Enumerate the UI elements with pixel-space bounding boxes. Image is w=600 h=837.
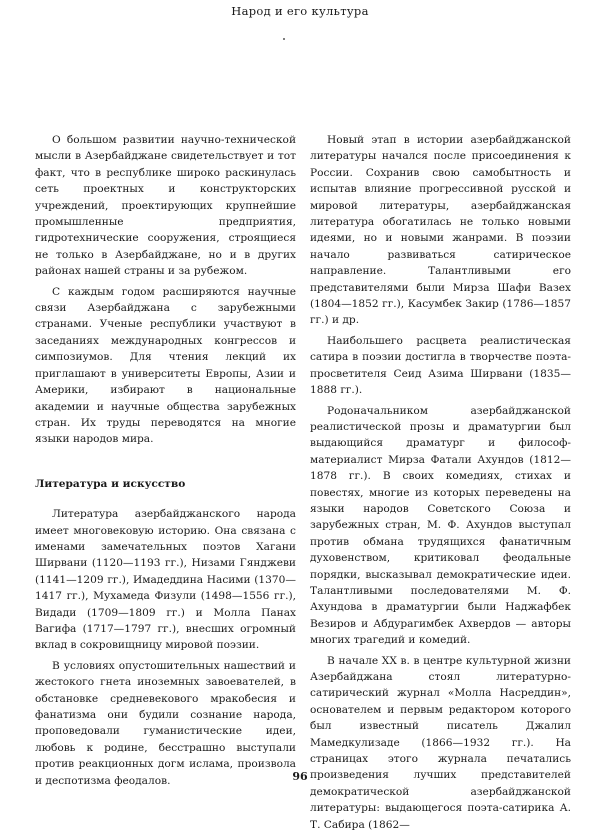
left-column <box>35 132 296 793</box>
section-heading: Литература и искусство <box>35 477 186 490</box>
running-title: Народ и его культура <box>231 4 369 18</box>
paragraph: Новый этап в истории азербайджанской литературы начался после присоединения к России. Сохранив свою самобытность и испытав влияние прогрессивной русской и мировой литературы, азербайджанская литература обогатилась не только новыми идеями, но и новыми жанрами. В поэзии начало развиваться сатирическое направление. Талантливыми его представителями были Мирза Шафи Вазех (1804—1852 гг.), Касумбек Закир (1786—1857 гг.) и др. <box>310 134 571 327</box>
paragraph: О большом развитии научно-технической мысли в Азербайджане свидетельствует и тот факт, что в республике широко раскинулась сеть проектных и конструкторских учреждений, проектирующих крупнейшие промышленные предприятия, гидротехнические сооружения, строящиеся не только в Азербайджане, но и в других районах нашей страны и за рубежом. <box>35 134 296 278</box>
paragraph: В условиях опустошительных нашествий и жестокого гнета иноземных завоевателей, в обстановке средневекового мракобесия и фанатизма они будили сознание народа, проповедовали гуманистические идеи, любовь к родине, бесстрашно выступали против реакционных догм ислама, произвола и деспотизма феодалов. <box>35 659 296 787</box>
print-speck <box>283 38 285 40</box>
paragraph: В начале XX в. в центре культурной жизни Азербайджана стоял литературно-сатирический журнал «Молла Насреддин», основателем и первым редактором которого был известный писатель Джалил Мамедкулизаде (1866—1932 гг.). На страницах этого журнала печатались произведения лучших представителей демократической азербайджанской литературы: выдающегося поэта-сатирика А. Т. Сабира (1862— <box>310 654 571 831</box>
paragraph: Родоначальником азербайджанской реалистической прозы и драматургии был выдающийся драматург и философ-материалист Мирза Фатали Ахундов (1812—1878 гг.). В своих комедиях, стихах и повестях, многие из которых переведены на языки народов Советского Союза и зарубежных стран, М. Ф. Ахундов выступал против обмана трудящихся фанатичным духовенством, критиковал феодальные порядки, высказывал демократические идеи. Талантливыми последователями М. Ф. Ахундова в драматургии были Наджафбек Везиров и Абдурагимбек Ахвердов — авторы многих трагедий и комедий. <box>310 404 571 647</box>
paragraph: Наибольшего расцвета реалистическая сатира в поэзии достигла в творчестве поэта-просветителя Сеид Азима Ширвани (1835—1888 гг.). <box>310 334 571 397</box>
paragraph: С каждым годом расширяются научные связи Азербайджана с зарубежными странами. Ученые республики участвуют в заседаниях международных конгрессов и симпозиумов. Для чтения лекций их приглашают в университеты Европы, Азии и Америки, избирают в национальные академии и научные общества зарубежных стран. Их труды переводятся на многие языки народов мира. <box>35 285 296 446</box>
paragraph: Литература азербайджанского народа имеет многовековую историю. Она связана с именами замечательных поэтов Хагани Ширвани (1120—1193 гг.), Низами Гянджеви (1141—1209 гг.), Имадеддина Насими (1370—1417 гг.), Мухамеда Физули (1498—1556 гг.), Видади (1709—1809 гг.) и Молла Панах Вагифа (1717—1797 гг.), внесших огромный вклад в сокровищницу мировой поэзии. <box>35 508 296 652</box>
page-number: 96 <box>292 770 308 783</box>
right-column <box>310 132 571 837</box>
